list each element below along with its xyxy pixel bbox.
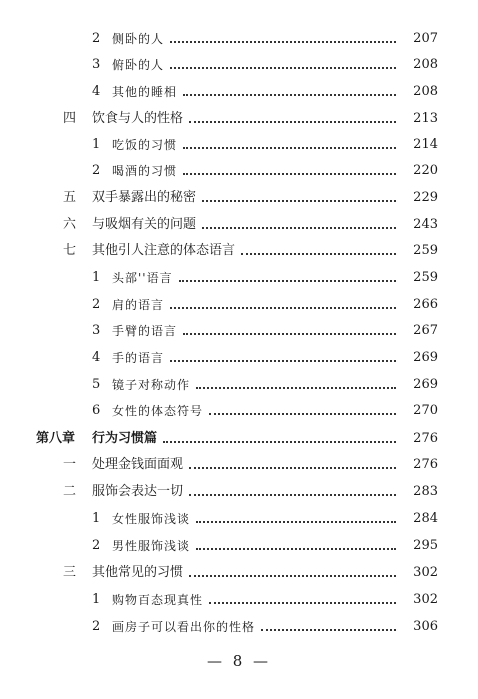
toc-entry [0,81,478,103]
toc-entry-page: 208 [413,84,438,99]
toc-entry-page: 269 [413,377,438,392]
toc-entry-page: 269 [413,350,438,365]
dot-leader [183,94,396,96]
toc-entry-title: 双手暴露出的秘密 [92,190,197,205]
toc-entry-title: 其他的睡相 [112,85,178,99]
toc-entry-number: 一 [63,457,77,472]
dot-leader [163,441,396,443]
toc-entry [0,400,478,422]
toc-entry-title: 吃饭的习惯 [112,138,178,152]
dot-leader [183,333,396,335]
dot-leader [196,521,396,523]
toc-entry-title: 服饰会表达一切 [92,484,184,499]
toc-entry [0,347,478,369]
toc-entry-title: 手臂的语言 [112,324,178,338]
dot-leader [261,629,396,631]
toc-entry-page: 229 [413,190,438,205]
dot-leader [183,173,396,175]
toc-entry-title: 手的语言 [112,351,165,365]
toc-entry-title: 头部''语言 [112,271,173,285]
dot-leader [170,307,396,309]
toc-entry-title: 喝酒的习惯 [112,164,178,178]
dot-leader [179,280,396,282]
dot-leader [170,41,396,43]
toc-entry-number: 第八章 [36,431,76,446]
dot-leader [202,200,396,202]
toc-entry-page: 283 [413,484,438,499]
toc-entry-title: 女性的体态符号 [112,404,204,418]
dot-leader [196,548,396,550]
dot-leader [189,121,396,123]
toc-entry [0,294,478,316]
toc-entry-number: 3 [92,323,101,338]
toc-entry [0,374,478,396]
toc-entry-number: 2 [92,163,101,178]
toc-entry-number: 三 [63,565,77,580]
toc-entry-title: 购物百态现真性 [112,593,204,607]
toc-entry [0,28,478,50]
toc-entry-page: 214 [413,137,438,152]
toc-entry-number: 1 [92,270,101,285]
toc-entry-number: 二 [63,484,77,499]
toc-entry-page: 306 [413,619,438,634]
toc-entry-number: 5 [92,377,101,392]
toc-entry-number: 2 [92,538,101,553]
toc-entry-title: 其他引人注意的体态语言 [92,243,236,258]
toc-entry-number: 2 [92,31,101,46]
dot-leader [209,413,396,415]
toc-entry-title: 肩的语言 [112,298,165,312]
toc-entry-page: 220 [413,163,438,178]
toc-entry [0,214,478,236]
toc-entry-title: 其他常见的习惯 [92,565,184,580]
dot-leader [170,360,396,362]
toc-entry-number: 1 [92,511,101,526]
dot-leader [202,227,396,229]
toc-entry [0,508,478,530]
toc-entry-page: 270 [413,403,438,418]
toc-entry-page: 208 [413,57,438,72]
toc-entry [0,454,478,476]
dot-leader [196,387,396,389]
dot-leader [189,467,396,469]
dot-leader [183,147,396,149]
toc-entry-number: 6 [92,403,101,418]
toc-entry-number: 五 [63,190,77,205]
toc-entry-page: 302 [413,592,438,607]
toc-entry-title: 画房子可以看出你的性格 [112,620,256,634]
toc-entry-title: 镜子对称动作 [112,378,191,392]
toc-entry [0,562,478,584]
toc-entry-page: 284 [413,511,438,526]
dot-leader [170,67,396,69]
toc-entry-page: 267 [413,323,438,338]
toc-entry-number: 2 [92,297,101,312]
toc-entry [0,535,478,557]
toc-entry-page: 276 [413,457,438,472]
dot-leader [241,253,396,255]
dot-leader [189,575,396,577]
toc-entry-number: 2 [92,619,101,634]
toc-entry-title: 与吸烟有关的问题 [92,217,197,232]
toc-entry [0,240,478,262]
toc-entry-page: 259 [413,243,438,258]
toc-entry-title: 侧卧的人 [112,32,165,46]
toc-entry-title: 行为习惯篇 [92,431,158,446]
toc-entry [0,108,478,130]
toc-entry-title: 男性服饰浅谈 [112,539,191,553]
toc-entry-number: 4 [92,84,101,99]
toc-entry-number: 七 [63,243,77,258]
toc-entry [0,160,478,182]
toc-entry-title: 处理金钱面面观 [92,457,184,472]
dot-leader [209,602,396,604]
toc-entry-title: 饮食与人的性格 [92,111,184,126]
toc-entry [0,187,478,209]
toc-entry-number: 六 [63,217,77,232]
toc-entry [0,481,478,503]
toc-entry-page: 213 [413,111,438,126]
toc-entry-page: 276 [413,431,438,446]
toc-entry [0,589,478,611]
toc-entry-title: 女性服饰浅谈 [112,512,191,526]
toc-entry-number: 1 [92,592,101,607]
toc-entry-number: 4 [92,350,101,365]
toc-entry-number: 四 [63,111,77,126]
toc-entry-page: 243 [413,217,438,232]
toc-entry [0,267,478,289]
page-number: — 8 — [206,652,272,670]
toc-entry-page: 266 [413,297,438,312]
toc-entry [0,320,478,342]
toc-entry-page: 207 [413,31,438,46]
toc-entry-number: 3 [92,57,101,72]
toc-entry [0,616,478,638]
toc-entry-page: 302 [413,565,438,580]
dot-leader [189,494,396,496]
toc-entry [0,428,478,450]
toc-entry-page: 295 [413,538,438,553]
toc-entry [0,134,478,156]
toc-entry-title: 俯卧的人 [112,58,165,72]
toc-entry-number: 1 [92,137,101,152]
toc-entry-page: 259 [413,270,438,285]
toc-entry [0,54,478,76]
